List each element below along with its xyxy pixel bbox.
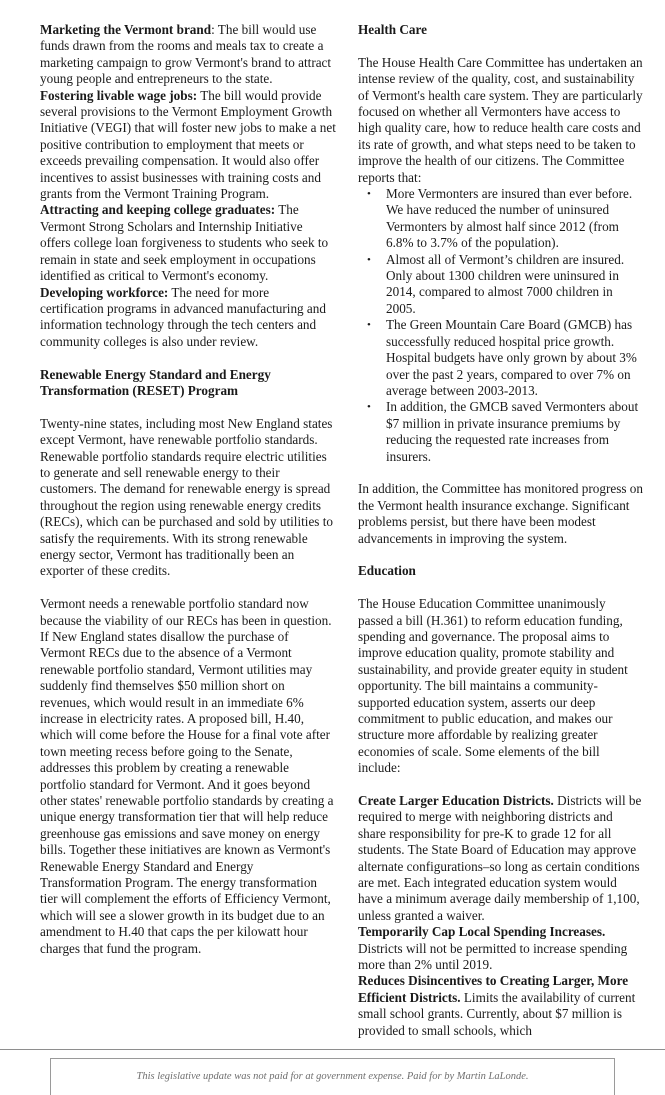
right-column [358,22,665,1039]
text-livable-wage-jobs: The bill would provide several provisions to the Vermont Employment Growth Initiative (VEGI) that will foster new jobs to make a net positive contribution to employment that meets or exceeds prevailing compensation. It would also offer incentives to assist businesses with training costs and grants from the Vermont Training Program. [40,87,336,202]
health-care-bullet-list [358,186,643,465]
paragraph-cap-local-spending [358,924,643,973]
spacer [358,777,643,793]
paragraph-marketing-brand [40,22,336,88]
lead-livable-wage-jobs: Fostering livable wage jobs: [40,87,198,103]
text-reduces-disincentives: Limits the availability of current small school grants. Currently, about $7 million is provided to small schools, which [358,989,636,1038]
lead-college-graduates: Attracting and keeping college graduates: [40,202,276,218]
text-developing-workforce: The need for more certification programs in advanced manufacturing and information technology through the tech centers and community colleges is also under review. [40,284,326,349]
list-item: • In addition, the GMCB saved Vermonters about $7 million in private insurance premiums by reducing the requested rate increases from insurers. [358,399,643,465]
spacer [358,547,643,563]
spacer [358,580,643,596]
paragraph-reduces-disincentives [358,973,643,1039]
spacer [40,580,336,596]
paragraph-college-graduates [40,202,336,284]
paragraph-health-intro: The House Health Care Committee has undertaken an intense review of the quality, cost, and sustainability of Vermont's health care system. They are particularly focused on whether all Vermonters have access to high quality care, how to reduce health care costs and its rate of growth, and what steps need to be taken to improve the health of our citizens. The Committee reports that: [358,54,643,185]
spacer [358,465,643,481]
footer-disclaimer-box [50,1058,615,1095]
lead-reduces-disincentives: Reduces Disincentives to Creating Larger, More Efficient Districts. [358,973,629,1005]
paragraph-create-larger-districts [358,793,643,924]
heading-education: Education [358,563,416,579]
list-item: • Almost all of Vermont’s children are insured. Only about 1300 children were uninsured in 2014, compared to almost 7000 children in 2005. [358,252,643,318]
list-item: • More Vermonters are insured than ever before. We have reduced the number of uninsured Vermonters by almost half since 2012 (from 6.8% to 3.7% of the population). [358,186,643,252]
lead-marketing-brand: Marketing the Vermont brand [40,22,212,37]
text-create-larger-districts: Districts will be required to merge with neighboring districts and share responsibility for pre-K to grade 12 for all students. The State Board of Education may approve alternate configurations–so long as certain conditions are met. Each integrated education system would have a minimum average daily membership of 1,100, unless granted a waiver. [358,793,642,923]
spacer [40,350,336,366]
lead-cap-local-spending: Temporarily Cap Local Spending Increases. [358,924,606,940]
spacer [358,38,643,54]
paragraph-developing-workforce [40,285,336,351]
heading-reset-program: Renewable Energy Standard and Energy Transformation (RESET) Program [40,366,271,398]
paragraph-reset-two: Vermont needs a renewable portfolio standard now because the viability of our RECs has been in question. If New England states disallow the purchase of Vermont RECs due to the absence of a Vermont renewable portfolio standard, Vermont utilities may suddenly find themselves $50 million short on revenues, which would result in an immediate 6% increase in electricity rates. A proposed bill, H.40, which will come before the House for a final vote after town meeting recess before going to the Senate, addresses this problem by creating a renewable portfolio standard for Vermont. And it goes beyond other states' renewable portfolio standards by creating a unique energy transformation tier that will help reduce greenhouse gas emissions and save money on energy bills. Together these initiatives are known as Vermont's Renewable Energy Standard and Energy Transformation Program. The energy transformation tier will complement the efforts of Efficiency Vermont, which will see a slower growth in its budget due to an amendment to H.40 that caps the per kilowatt hour charges that fund the program. [40,596,334,956]
heading-health-care: Health Care [358,22,427,37]
two-column-body [0,22,665,1039]
lead-developing-workforce: Developing workforce: [40,284,169,300]
lead-create-larger-districts: Create Larger Education Districts. [358,793,554,809]
paragraph-health-close: In addition, the Committee has monitored progress on the Vermont health insurance exchange. Significant problems persist, but there have been modest advancements in improving the system. [358,481,643,546]
text-college-graduates: The Vermont Strong Scholars and Internship Initiative offers college loan forgiveness to students who seek to remain in state and seek employment in occupations identified as critical to Vermont's economy. [40,202,329,284]
paragraph-education-intro: The House Education Committee unanimously passed a bill (H.361) to reform education funding, spending and governance. The proposal aims to improve education quality, promote stability and sustainability, and provide greater equity in student opportunity. The bill maintains a community-supported education system, asserts our deep commitment to public education, and makes our structure more affordable by realizing greater economies of scale. Some elements of the bill include: [358,596,628,776]
spacer [40,399,336,415]
paragraph-livable-wage-jobs [40,88,336,203]
footer-divider [0,1049,665,1050]
list-item: • The Green Mountain Care Board (GMCB) has successfully reduced hospital price growth. Hospital budgets have only grown by about 3% over the past 2 years, compared to over 7% on average between 2003-2013. [358,317,643,399]
text-marketing-brand: : The bill would use funds drawn from the rooms and meals tax to create a marketing campaign to grow Vermont's brand to attract young people and entrepreneurs to the state. [40,22,332,87]
paragraph-reset-one: Twenty-nine states, including most New England states except Vermont, have renewable portfolio standards. Renewable portfolio standards require electric utilities to generate and sell renewable energy to their customers. The demand for renewable energy is spread throughout the region using renewable energy credits (RECs), which can be purchased and sold by utilities to satisfy the requirements. With its strong renewable energy sector, Vermont has traditionally been an exporter of these credits. [40,415,333,579]
text-cap-local-spending: Districts will not be permitted to increase spending more than 2% until 2019. [358,940,628,973]
footer-disclaimer-text: This legislative update was not paid for at government expense. Paid for by Martin LaLonde. [136,1071,529,1082]
left-column [0,22,358,957]
